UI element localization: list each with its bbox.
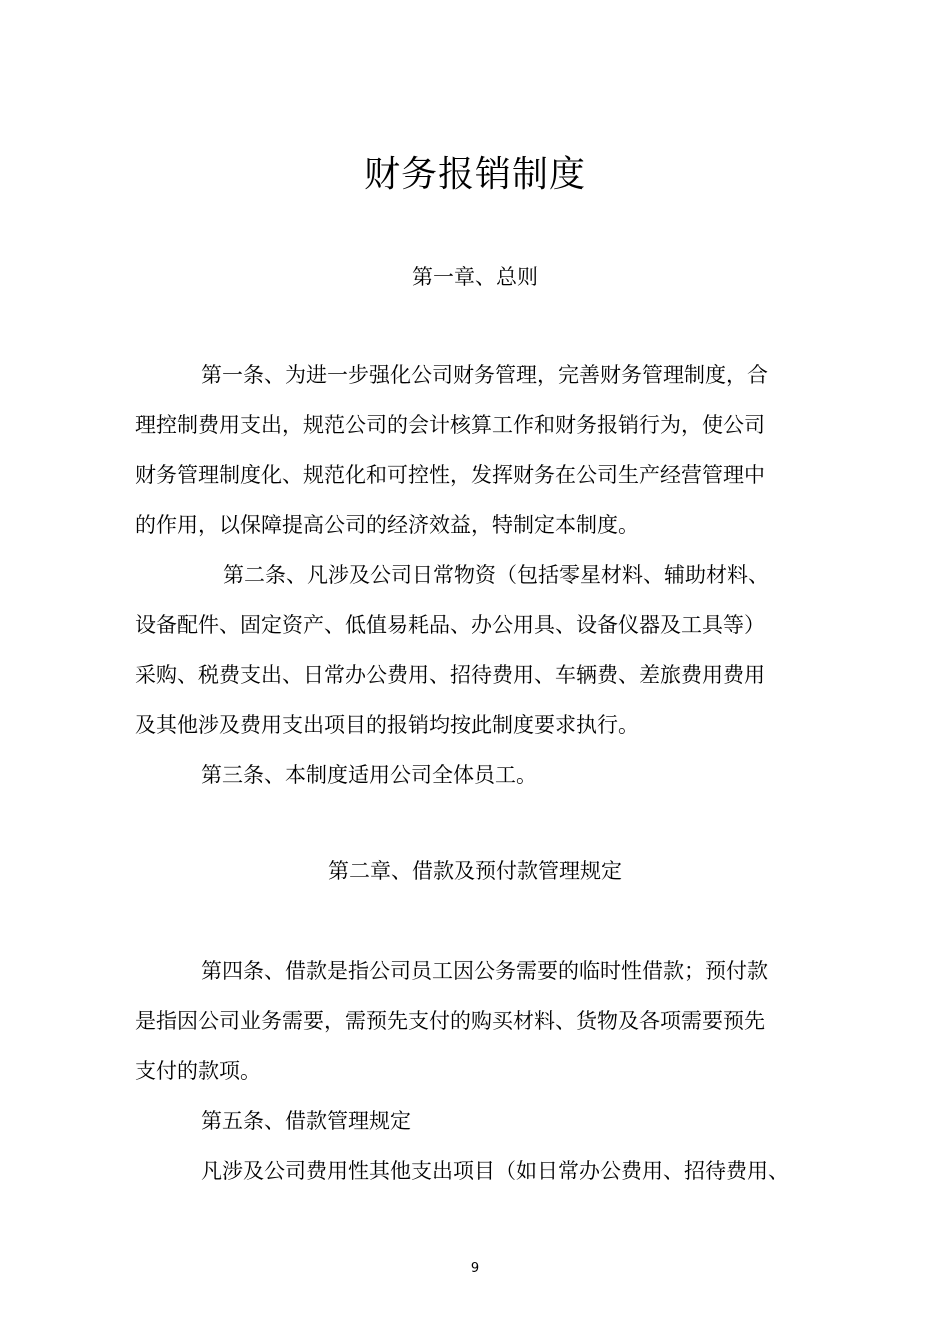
article-3: 第三条、本制度适用公司全体员工。 bbox=[201, 763, 537, 787]
article-5-text: 凡涉及公司费用性其他支出项目（如日常办公费用、招待费用、 bbox=[201, 1159, 789, 1183]
article-1-line-2: 理控制费用支出，规范公司的会计核算工作和财务报销行为，使公司 bbox=[135, 413, 765, 437]
article-1-line-3: 财务管理制度化、规范化和可控性，发挥财务在公司生产经营管理中 bbox=[135, 463, 765, 487]
article-1-line-4: 的作用，以保障提高公司的经济效益，特制定本制度。 bbox=[135, 513, 639, 537]
article-2-line-1: 第二条、凡涉及公司日常物资（包括零星材料、辅助材料、 bbox=[223, 563, 769, 587]
article-5-heading: 第五条、借款管理规定 bbox=[201, 1109, 411, 1133]
article-4-line-3: 支付的款项。 bbox=[135, 1059, 261, 1083]
article-2-line-4: 及其他涉及费用支出项目的报销均按此制度要求执行。 bbox=[135, 713, 639, 737]
page-number: 9 bbox=[470, 1261, 480, 1276]
article-2-line-2: 设备配件、固定资产、低值易耗品、办公用具、设备仪器及工具等） bbox=[135, 613, 765, 637]
article-2-line-3: 采购、税费支出、日常办公费用、招待费用、车辆费、差旅费用费用 bbox=[135, 663, 765, 687]
article-4-line-1: 第四条、借款是指公司员工因公务需要的临时性借款；预付款 bbox=[201, 959, 768, 983]
chapter-1-heading: 第一章、总则 bbox=[412, 265, 538, 289]
document-title: 财务报销制度 bbox=[363, 154, 586, 195]
chapter-2-heading: 第二章、借款及预付款管理规定 bbox=[328, 859, 622, 883]
article-4-line-2: 是指因公司业务需要，需预先支付的购买材料、货物及各项需要预先 bbox=[135, 1009, 765, 1033]
article-1-line-1: 第一条、为进一步强化公司财务管理，完善财务管理制度，合 bbox=[201, 363, 768, 387]
